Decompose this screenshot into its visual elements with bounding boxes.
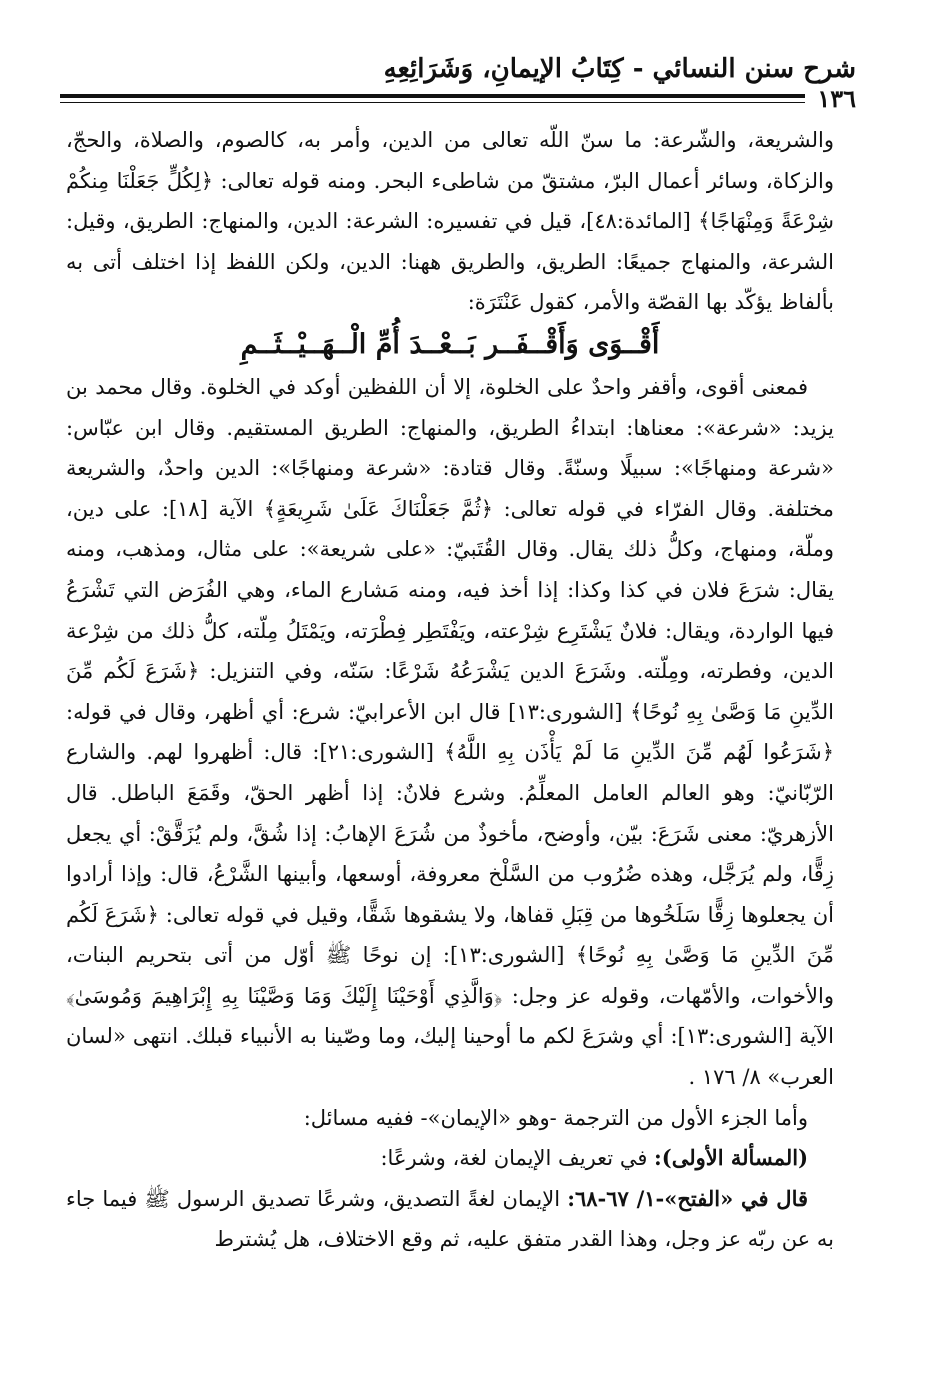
issue-text: في تعريف الإيمان لغة، وشرعًا: <box>380 1146 655 1171</box>
quote-source-label: قال في «الفتح»-١/ ٦٧-٦٨: <box>567 1185 809 1211</box>
paragraph-3: وأما الجزء الأول من الترجمة -وهو «الإيمان»- ففيه مسائل: <box>303 1105 808 1130</box>
paragraph-5 <box>66 1179 834 1260</box>
header-rule <box>60 94 805 103</box>
header-rule-row <box>60 83 856 113</box>
page-number: ١٣٦ <box>817 83 856 113</box>
issue-label: (المسألة الأولى): <box>654 1145 808 1171</box>
running-title: شرح سنن النسائي - كِتَابُ الإيمانِ، وَشَرَائِعِهِ <box>383 54 856 84</box>
paragraph-4 <box>66 1138 834 1179</box>
quote-text: الإيمان لغةً التصديق، وشرعًا تصديق الرسول ﷺ فيما جاء به عن ربّه عز وجل، وهذا القدر متفق عليه، ثم وقع الاختلاف، هل يُشترط <box>66 1186 834 1252</box>
paragraph-2: فمعنى أقوى، وأقفر واحدٌ على الخلوة، إلا أن اللفظين أوكد في الخلوة. وقال محمد بن يزيد: «شرعة»: معناها: ابتداءُ الطريق، والمنهاج: الطريق المستقيم. وقال ابن عبّاس: «شرعة ومنهاجًا»: سبيلًا وسنّةً. وقال قتادة: «شرعة ومنهاجًا»: الدين واحدٌ، والشريعة مختلفة. وقال الفرّاء في قوله تعالى: ﴿ثُمَّ جَعَلْنَاكَ عَلَىٰ شَرِيعَةٍ﴾ الآية [١٨]: على دين، وملّة، ومنهاج، وكلُّ ذلك يقال. وقال القُتَبيّ: «على شريعة»: على مثال، ومذهب، ومنه يقال: شرَعَ فلان في كذا وكذا: إذا أخذ فيه، ومنه مَشارع الماء، وهي الفُرَض التي تَشْرَعُ فيها الواردة، ويقال: فلانٌ يَشْتَرِع شِرْعته، ويَفْتَطِر فِطْرَته، ويَمْتَلُ مِلّته، كلُّ ذلك من شِرْعة الدين، وفطرته، ومِلّته. وشَرَعَ الدين يَشْرَعُهُ شَرْعًا: سَنّه، وفي التنزيل: ﴿شَرَعَ لَكُم مِّنَ الدِّينِ مَا وَصَّىٰ بِهِ نُوحًا﴾ [الشورى:١٣] قال ابن الأعرابيّ: شرع: أي أظهر، وقال في قوله: ﴿شَرَعُوا لَهُم مِّنَ الدِّينِ مَا لَمْ يَأْذَن بِهِ اللَّهُ﴾ [الشورى:٢١]: قال: أظهروا لهم. والشارع الرّبّانيّ: وهو العالم العامل المعلِّمُ. وشرع فلانٌ: إذا أظهر الحقّ، وقَمَعَ الباطل. قال الأزهريّ: معنى شَرَعَ: بيّن، وأوضح، مأخوذٌ من شُرَعَ الإهابُ: إذا شُقَّ، ولم يُزَقَّقْ: أي يجعل زِقًّا، ولم يُرَجَّل، وهذه ضُرُوب من السَّلْخ معروفة، أوسعها، وأبينها الشَّرْعُ، قال: وإذا أرادوا أن يجعلوها زِقًّا سَلَخُوها من قِبَلِ قفاها، ولا يشقوها شَقًّا، وقيل في قوله تعالى: ﴿شَرَعَ لَكُم مِّنَ الدِّينِ مَا وَصَّىٰ بِهِ نُوحًا﴾ [الشورى:١٣]: إن نوحًا ﷺ أوّل من أتى بتحريم البنات، والأخوات، والأمّهات، وقوله عز وجل: ﴿وَالَّذِي أَوْحَيْنَا إِلَيْكَ وَمَا وَصَّيْنَا بِهِ إِبْرَاهِيمَ وَمُوسَىٰ﴾ الآية [الشورى:١٣]: أي وشرَعَ لكم ما أوحينا إليك، وما وصّينا به الأنبياء قبلك. انتهى «لسان العرب» ٨/ ١٧٦ . <box>66 374 835 1090</box>
paragraph-1: والشريعة، والشّرعة: ما سنّ اللّه تعالى من الدين، وأمر به، كالصوم، والصلاة، والحجّ، والزكاة، وسائر أعمال البرّ، مشتقّ من شاطىء البحر. ومنه قوله تعالى: ﴿لِكُلٍّ جَعَلْنَا مِنكُمْ شِرْعَةً وَمِنْهَاجًا﴾ [المائدة:٤٨]، قيل في تفسيره: الشرعة: الدين، والمنهاج: الطريق، وقيل: الشرعة، والمنهاج جميعًا: الطريق، والطريق ههنا: الدين، ولكن اللفظ إذا اختلف أتى به بألفاظ يؤكّد بها القصّة والأمر، كقول عَنْتَرَة: <box>66 128 834 315</box>
poetry-verse: أَقْــوَى وَأَقْــفَــر بَــعْــدَ أُمِّ الْــهَــيْــثَــمِ <box>240 328 660 360</box>
body-text <box>66 120 834 1260</box>
